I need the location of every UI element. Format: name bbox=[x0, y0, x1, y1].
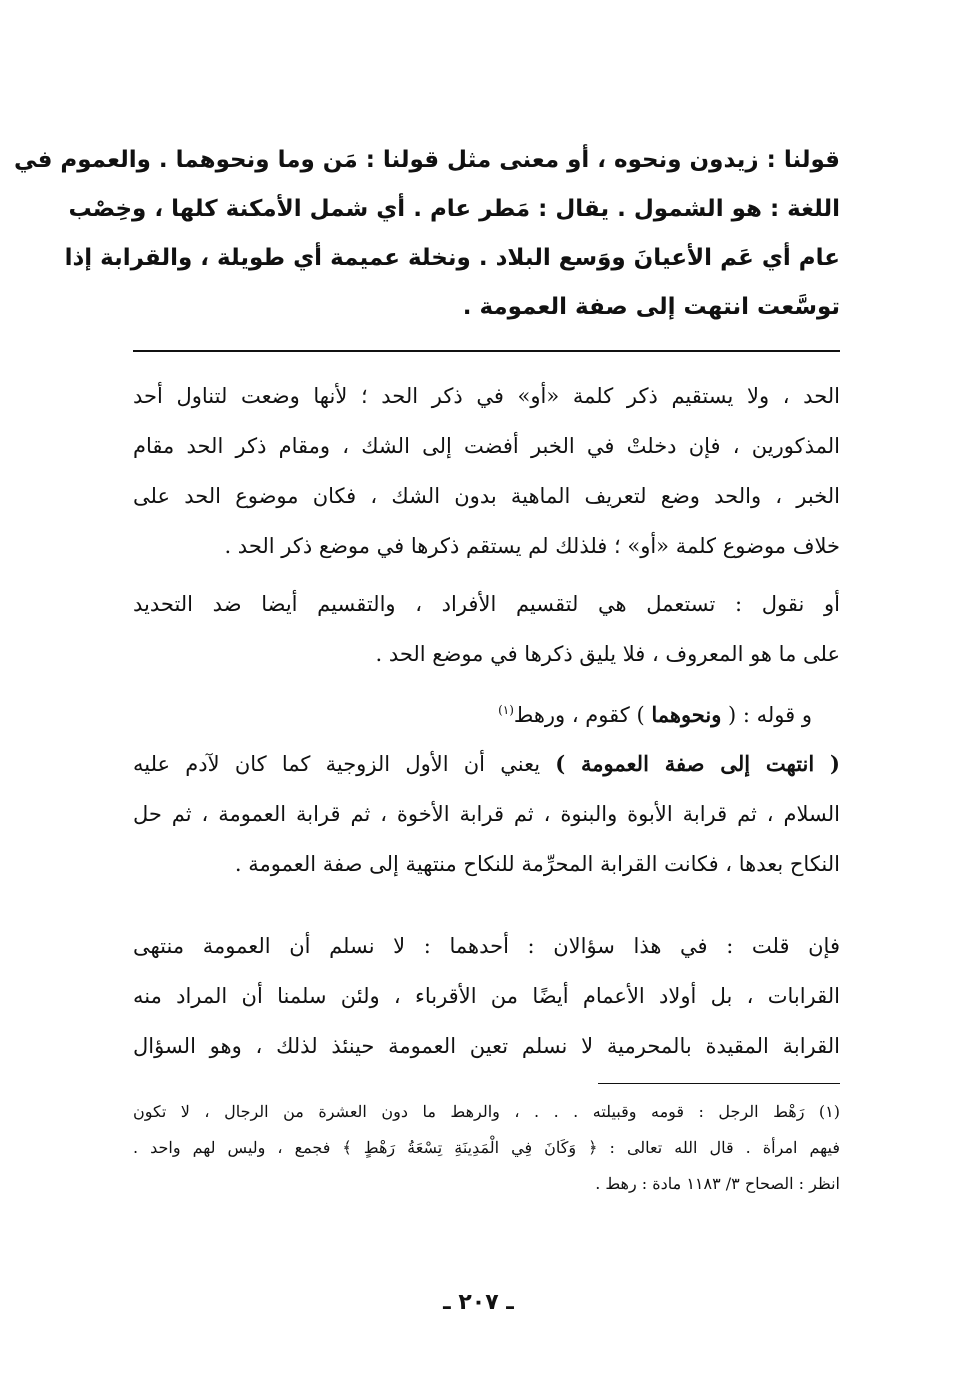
footnote-block bbox=[133, 1098, 840, 1208]
sharh-p4-line-3: النكاح بعدها ، فكانت القرابة المحرِّمة للنكاح منتهية إلى صفة العمومة . bbox=[234, 852, 840, 876]
sharh-p3-line bbox=[133, 690, 840, 735]
matn-line-3: عام أي عَم الأعيانَ ووَسع البلاد . ونخلة عميمة أي طويلة ، والقرابة إذا bbox=[64, 245, 840, 271]
sharh-p1-line-4: خلاف موضوع كلمة «أو» ؛ فلذلك لم يستقم ذكرها في موضع ذكر الحد . bbox=[224, 534, 840, 558]
footnote-line-1: (١) رَهْط الرجل : قومه وقبيلته . . . ، والرهط ما دون العشرة من الرجال ، لا تكون bbox=[133, 1102, 840, 1121]
sharh-p4-line-2: السلام ، ثم قرابة الأبوة والبنوة ، ثم قرابة الأخوة ، ثم قرابة العمومة ، ثم حل bbox=[133, 802, 840, 826]
sharh-p2-line-2: على ما هو المعروف ، فلا يليق ذكرها في موضع الحد . bbox=[375, 642, 840, 666]
footnote-line-2: فيهم امرأة . قال الله تعالى : ﴿ وَكَانَ فِي الْمَدِينَةِ تِسْعَةُ رَهْطٍ ﴾ فجمع ، وليس لهم واحد . bbox=[133, 1138, 840, 1157]
matn-line-2: اللغة : هو الشمول . يقال : مَطر عام . أي شمل الأمكنة كلها ، وخِصْب bbox=[68, 196, 840, 222]
matn-line-1: قولنا : زيدون ونحوه ، أو معنى مثل قولنا : مَن وما ونحوهما . والعموم في bbox=[14, 147, 840, 173]
matn-line-4: توسَّعت انتهت إلى صفة العمومة . bbox=[462, 294, 840, 320]
sharh-p1-line-2: المذكورين ، فإن دخلتْ في الخبر أفضت إلى الشك ، ومقام ذكر الحد مقام bbox=[133, 434, 840, 458]
sharh-p1-line-3: الخبر ، والحد وضع لتعريف الماهية بدون الشك ، فكان موضوع الحد على bbox=[133, 484, 840, 508]
sharh-p4-rest: يعني أن الأول الزوجية كما كان لآدم عليه bbox=[133, 752, 556, 776]
sharh-p3-bold: ونحوهما bbox=[651, 702, 722, 727]
sharh-p5-line-1: فإن قلت : في هذا سؤالان : أحدهما : لا نسلم أن العمومة منتهى bbox=[133, 934, 840, 958]
sharh-p1-line-1: الحد ، ولا يستقيم ذكر كلمة «أو» في ذكر الحد ؛ لأنها وضعت لتناول أحد bbox=[133, 384, 840, 408]
page-number: ـ ٢٠٧ ـ bbox=[443, 1290, 514, 1315]
sharh-p5-line-2: القرابات ، بل أولاد الأعمام أيضًا من الأقرباء ، ولئن سلمنا أن المراد منه bbox=[133, 984, 840, 1008]
footnote-ref-1[interactable]: (١) bbox=[498, 703, 514, 717]
sharh-p2-line-1: أو نقول : تستعمل هي لتقسيم الأفراد ، والتقسيم أيضا ضد التحديد bbox=[133, 592, 840, 616]
footnote-line-3: انظر : الصحاح ٣/ ١١٨٣ مادة : رهط . bbox=[595, 1174, 840, 1193]
footnote-divider bbox=[598, 1083, 840, 1084]
sharh-p4-bold: ( انتهت إلى صفة العمومة ) bbox=[555, 751, 840, 776]
matn-divider bbox=[133, 350, 840, 352]
sharh-p3-suffix: ) كقوم ، ورهط bbox=[513, 703, 652, 727]
sharh-p4-line-1 bbox=[133, 744, 840, 784]
sharh-p5-line-3: القرابة المقيدة بالمحرمية لا نسلم تعين العمومة حينئذ لذلك ، وهو السؤال bbox=[133, 1034, 840, 1058]
sharh-block bbox=[133, 376, 840, 1076]
sharh-p3-prefix: و قوله : ( bbox=[721, 703, 812, 727]
matn-block bbox=[14, 140, 840, 320]
